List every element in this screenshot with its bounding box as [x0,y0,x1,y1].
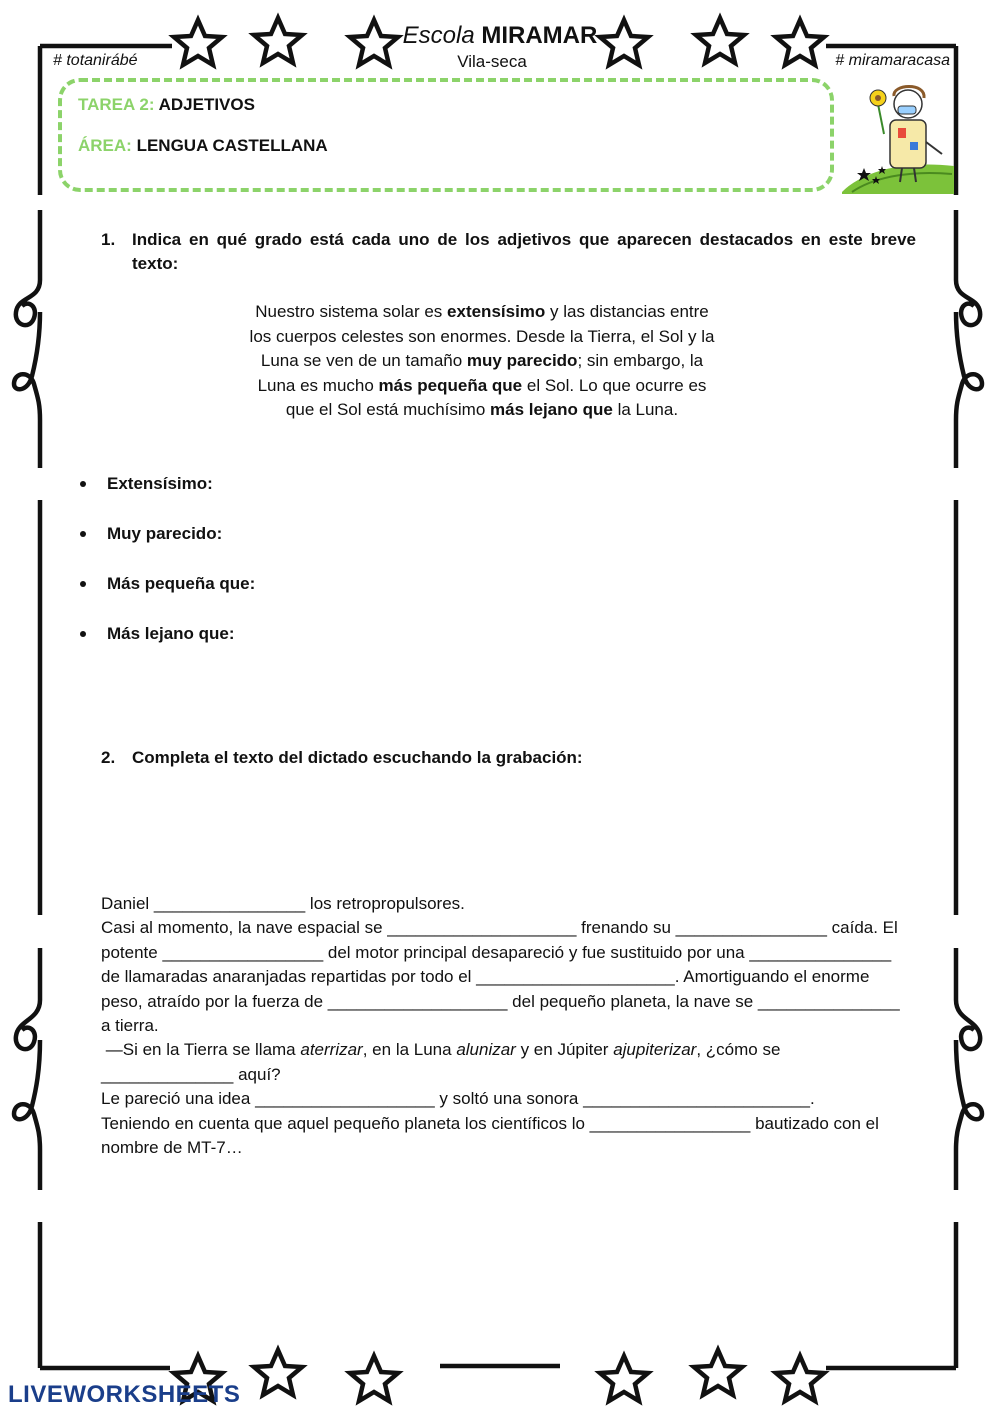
highlighted-adjective: muy parecido [466,351,578,370]
girl-flower-illustration [842,82,954,194]
area-value: LENGUA CASTELLANA [136,136,328,155]
star-icon [350,1356,398,1401]
task-label: TAREA 2: [78,95,155,114]
highlighted-adjective: extensísimo [447,302,546,321]
question-number: 2. [101,748,116,767]
bullet-label: Más lejano que: [107,624,235,643]
passage-text: y las distancias entre los cuerpos celestes son enormes. Desde la Tierra, el Sol y la Luna se ven de un tamaño [249,302,715,370]
bullet-label: Muy parecido: [107,524,223,543]
passage-text: el Sol. Lo que ocurre es que el Sol está muchísimo [285,375,707,419]
bullet-item [80,474,213,494]
hashtag-right: # miramaracasa [835,52,950,69]
school-prefix: Escola [402,22,475,49]
bullet-dot [80,631,86,637]
bullet-dot [80,531,86,537]
dictation-segment: Daniel ________________ los retropropulsores. Casi al momento, la nave espacial se ____________________ frenando su ________________ caída. El potente _________________ del motor principal desapareció y fue sustituido por una _______________ de llamaradas anaranjadas repartidas por todo el _____________________. Amortiguando el enorme peso, atraído por la fuerza de ___________________ del pequeño planeta, la nave se _______________ a tierra. —Si en la Tierra se llama [101,894,900,1060]
dictation-segment: , en la Luna [362,1040,457,1060]
bullet-item [80,624,235,644]
dictation-segment: , ¿cómo se ______________ aquí? Le pareció una idea ___________________ y soltó una sonora ________________________. Teniendo en cuenta que aquel pequeño planeta los científicos lo _________________ bautizado con el nombre de MT-7… [101,1040,879,1158]
task-title [78,95,255,115]
star-icon [694,1350,742,1395]
bullet-label: Más pequeña que: [107,574,256,593]
task-value: ADJETIVOS [158,95,255,114]
school-name: MIRAMAR [481,22,598,49]
question-text: Indica en qué grado está cada uno de los adjetivos que aparecen destacados en este breve texto: [132,230,916,273]
dictation-italic: ajupiterizar [613,1040,697,1060]
reading-passage [244,300,720,423]
area-label: ÁREA: [78,136,132,155]
passage-text: la Luna. [612,400,679,419]
passage-text: Nuestro sistema solar es [255,302,448,321]
bullet-dot [80,581,86,587]
liveworksheets-watermark: LIVEWORKSHEETS [8,1381,241,1408]
dictation-italic: alunizar [456,1040,516,1060]
question-number: 1. [101,230,116,249]
school-town: Vila-seca [457,52,527,71]
bullet-label: Extensísimo: [107,474,213,493]
question-1 [101,228,916,276]
highlighted-adjective: más lejano que [490,400,613,419]
school-title [0,22,1000,50]
bullet-item [80,524,222,544]
bullet-dot [80,481,86,487]
passage-text: ; sin embargo, la Luna es mucho [257,351,704,395]
area-title [78,136,328,156]
question-text: Completa el texto del dictado escuchando la grabación: [132,748,583,767]
dictation-segment: y en Júpiter [515,1040,614,1060]
star-icon [600,1356,648,1401]
hashtag-left: # totanirábé [53,52,138,69]
star-icon [776,1356,824,1401]
question-2 [101,746,916,770]
dictation-text [101,892,901,1160]
star-icon [254,1350,302,1395]
highlighted-adjective: más pequeña que [378,375,523,395]
dictation-italic: aterrizar [300,1040,363,1060]
bullet-item [80,574,255,594]
